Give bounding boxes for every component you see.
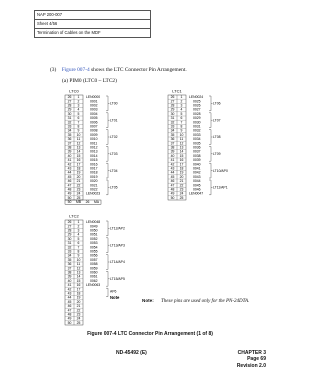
pin-number: 40 xyxy=(67,278,72,283)
group-label: LT11/AP1 xyxy=(213,185,228,190)
pin-number: 42 xyxy=(67,162,72,167)
len-label: 0037 xyxy=(193,149,201,154)
len-label: 0001 xyxy=(90,99,98,104)
pin-number: 6 xyxy=(77,116,80,121)
len-label: 0041 xyxy=(193,166,201,171)
pin-number: 27 xyxy=(170,99,175,104)
group-label: LT03 xyxy=(110,152,118,156)
pin-number: 2 xyxy=(180,99,183,104)
pin-number: 21 xyxy=(76,179,81,184)
pin-number: 49 xyxy=(67,191,72,196)
pin-number: 9 xyxy=(180,128,183,133)
group-bracket xyxy=(209,96,213,111)
pin-number: 32 xyxy=(67,245,72,250)
pin-number: 50 xyxy=(67,195,72,200)
group-label: LT14/AP4 xyxy=(110,260,125,265)
len-label: 0058 xyxy=(90,262,98,267)
len-label: 0057 xyxy=(90,257,98,262)
len-label: LEN0024 xyxy=(189,95,204,100)
pin-number: 38 xyxy=(170,145,175,150)
len-label: 0039 xyxy=(193,158,201,163)
pin-number: 39 xyxy=(170,149,175,154)
pin-number: 48 xyxy=(170,187,175,192)
group-bracket xyxy=(106,113,110,128)
pin-number: 20 xyxy=(76,174,81,179)
pin-number: 48 xyxy=(67,187,72,192)
pin-number: 29 xyxy=(67,232,72,237)
len-label: 0060 xyxy=(90,270,98,275)
group-label: LT12/AP2 xyxy=(110,226,125,231)
pin-number: 8 xyxy=(77,124,80,129)
group-label: LT15/AP5 xyxy=(110,277,125,281)
pin-number: 10 xyxy=(76,132,81,137)
pin-number: 46 xyxy=(67,179,72,184)
pin-number: 11 xyxy=(76,137,81,142)
pin-number: 6 xyxy=(180,116,183,121)
len-label: 0035 xyxy=(193,141,201,146)
len-label: 0028 xyxy=(193,111,201,116)
pin-number: 39 xyxy=(67,274,72,279)
pin-number: 24 xyxy=(76,316,81,321)
pin-number: 34 xyxy=(170,128,175,133)
len-label: 0003 xyxy=(90,107,98,112)
pin-number: 35 xyxy=(170,132,175,137)
intro-sub: (a) PIM0 (LTC0 ~ LTC2) xyxy=(62,78,117,84)
footer-doc-id: ND-45492 (E) xyxy=(116,350,147,356)
pin-number: 13 xyxy=(76,145,81,150)
pin-number: 19 xyxy=(76,170,81,175)
figure-caption: Figure 007-4 LTC Connector Pin Arrangement (1 of 8) xyxy=(87,331,213,337)
pin-number: 47 xyxy=(67,308,72,313)
pin-number: 5 xyxy=(77,111,80,116)
group-bracket xyxy=(209,113,213,128)
len-label: 0013 xyxy=(90,149,98,154)
pin-number: 24 xyxy=(179,191,184,196)
len-label: 0029 xyxy=(193,116,201,121)
pin-number: 7 xyxy=(77,245,80,250)
len-label: 0014 xyxy=(90,153,98,158)
pin-number: 14 xyxy=(179,149,184,154)
pin-number: 14 xyxy=(76,149,81,154)
pin-number: MB xyxy=(75,200,82,205)
pin-number: 33 xyxy=(67,249,72,254)
len-label: 0002 xyxy=(90,103,98,108)
pin-number: 46 xyxy=(67,304,72,309)
pin-number: 3 xyxy=(77,228,80,233)
pin-number: 27 xyxy=(67,99,72,104)
pin-number: 16 xyxy=(179,158,184,163)
pin-number: 23 xyxy=(179,187,184,192)
pin-number: 18 xyxy=(76,291,81,296)
pin-number: 47 xyxy=(170,183,175,188)
len-label: 0061 xyxy=(90,274,98,279)
pin-number: 37 xyxy=(67,141,72,146)
len-label: 0054 xyxy=(90,245,98,250)
group-bracket xyxy=(106,271,110,286)
group-bracket xyxy=(106,221,110,236)
pin-number: MA xyxy=(93,200,100,205)
len-label: 0049 xyxy=(90,224,98,229)
group-label: LT01 xyxy=(110,118,118,123)
block-title-2: LTC2 xyxy=(69,213,79,219)
len-label: 0056 xyxy=(90,253,98,258)
pin-number: 7 xyxy=(180,120,183,125)
len-label: 0036 xyxy=(193,145,201,150)
len-label: 0042 xyxy=(193,170,201,175)
len-label: 0006 xyxy=(90,120,98,125)
pin-number: 40 xyxy=(67,153,72,158)
group-bracket xyxy=(209,180,213,195)
pin-number: 36 xyxy=(67,262,72,267)
len-label: 0032 xyxy=(193,128,201,133)
pin-number: 25 xyxy=(76,320,81,325)
len-label: 0030 xyxy=(193,120,201,125)
pin-number: 15 xyxy=(76,153,81,158)
pin-number: 31 xyxy=(67,241,72,246)
pin-number: 46 xyxy=(170,179,175,184)
pin-number: 12 xyxy=(179,141,184,146)
len-label: 0005 xyxy=(90,116,98,121)
group-bracket xyxy=(209,146,213,161)
len-label: 0012 xyxy=(90,145,98,150)
pin-number: 9 xyxy=(77,253,80,258)
pin-number: 19 xyxy=(179,170,184,175)
pin-number: 15 xyxy=(179,153,184,158)
pin-number: 35 xyxy=(67,132,72,137)
footer-revision: Revision 2.0 xyxy=(236,362,266,369)
sheet-number: Sheet 4/56 xyxy=(35,20,150,29)
len-label: 0055 xyxy=(90,249,98,254)
len-label: LEN0023 xyxy=(86,191,101,196)
pin-number: 35 xyxy=(67,257,72,262)
pin-number: 20 xyxy=(179,174,184,179)
pin-number: 44 xyxy=(67,295,72,300)
pin-number: 28 xyxy=(170,103,175,108)
len-label: 0025 xyxy=(193,99,201,104)
pin-number: 17 xyxy=(76,287,81,292)
pin-number: 15 xyxy=(76,278,81,283)
intro-num: (3) xyxy=(50,67,57,73)
intro-text: shows the LTC Connector Pin Arrangement. xyxy=(91,67,187,73)
pin-number: 43 xyxy=(170,166,175,171)
note-sub-label: Note: xyxy=(142,298,154,303)
len-label: 0053 xyxy=(90,241,98,246)
pin-number: 17 xyxy=(76,162,81,167)
pin-number: 50 xyxy=(67,200,72,205)
pin-number: 28 xyxy=(67,228,72,233)
len-label: 0011 xyxy=(90,141,98,146)
pin-number: 22 xyxy=(179,183,184,188)
pin-number: 18 xyxy=(76,166,81,171)
len-label: 0015 xyxy=(90,158,98,163)
len-label: LEN0048 xyxy=(86,220,101,225)
block-title-0: LTC0 xyxy=(69,88,79,94)
pin-number: 4 xyxy=(180,107,183,112)
pin-number: 23 xyxy=(76,187,81,192)
pin-number: 1 xyxy=(180,95,183,100)
pin-number: 27 xyxy=(67,224,72,229)
group-label: LT09 xyxy=(213,152,221,156)
pin-number: 11 xyxy=(76,262,81,267)
pin-number: 43 xyxy=(67,291,72,296)
footer-right xyxy=(237,350,266,369)
pin-number: 31 xyxy=(170,116,175,121)
len-label: 0062 xyxy=(90,278,98,283)
pin-number: 26 xyxy=(67,95,72,100)
group-bracket xyxy=(209,130,213,145)
len-label: 0059 xyxy=(90,266,98,271)
pin-number: 49 xyxy=(170,191,175,196)
group-label: LT00 xyxy=(110,101,118,106)
len-label: 0010 xyxy=(90,137,98,142)
len-label: 0016 xyxy=(90,162,98,167)
pin-number: 10 xyxy=(179,132,184,137)
pin-number: 41 xyxy=(170,158,175,163)
pin-number: 37 xyxy=(170,141,175,146)
pin-number: 40 xyxy=(170,153,175,158)
pin-number: 4 xyxy=(77,232,80,237)
len-label: 0026 xyxy=(193,103,201,108)
len-label: 0019 xyxy=(90,174,98,179)
pin-number: 2 xyxy=(77,99,80,104)
group-label: LT07 xyxy=(213,118,221,123)
pin-number: 30 xyxy=(67,111,72,116)
pin-number: 22 xyxy=(76,183,81,188)
group-label: LT05 xyxy=(110,185,118,190)
pin-number: 33 xyxy=(170,124,175,129)
pin-number: 8 xyxy=(180,124,183,129)
pin-number: 4 xyxy=(77,107,80,112)
note-text: These pins are used only for the PN-24DTA. xyxy=(161,299,250,304)
group-bracket xyxy=(106,238,110,253)
pin-number: 20 xyxy=(76,299,81,304)
pin-number: 41 xyxy=(67,283,72,288)
len-label: 0007 xyxy=(90,124,98,129)
pin-number: 5 xyxy=(180,111,183,116)
len-label: 0038 xyxy=(193,153,201,158)
pin-number: 39 xyxy=(67,149,72,154)
pin-number: 11 xyxy=(179,137,184,142)
len-label: 0045 xyxy=(193,183,201,188)
len-label: LEN0047 xyxy=(189,191,204,196)
pin-number: 33 xyxy=(67,124,72,129)
len-label: 0017 xyxy=(90,166,98,171)
doc-id: NAP 200-007 xyxy=(35,11,150,20)
pin-number: 3 xyxy=(77,103,80,108)
pin-number: 18 xyxy=(179,166,184,171)
pin-number: 10 xyxy=(76,257,81,262)
pin-number: 30 xyxy=(67,236,72,241)
group-bracket xyxy=(106,255,110,270)
group-label: LT02 xyxy=(110,135,118,140)
pin-number: 47 xyxy=(67,183,72,188)
pin-number: 21 xyxy=(179,179,184,184)
pin-number: 16 xyxy=(76,158,81,163)
pin-number: 12 xyxy=(76,266,81,271)
pin-number: 48 xyxy=(67,312,72,317)
pin-number: 32 xyxy=(170,120,175,125)
pin-number: 42 xyxy=(67,287,72,292)
pin-number: 14 xyxy=(76,274,81,279)
pin-number: 5 xyxy=(77,236,80,241)
pin-number: 24 xyxy=(76,191,81,196)
len-label: 0027 xyxy=(193,107,201,112)
pin-number: 36 xyxy=(67,137,72,142)
group-bracket xyxy=(106,96,110,111)
footer-chapter: CHAPTER 3 xyxy=(237,350,266,356)
len-label: 0031 xyxy=(193,124,201,129)
pin-number: 22 xyxy=(76,308,81,313)
len-label: 0033 xyxy=(193,132,201,137)
pin-number: 34 xyxy=(67,128,72,133)
pin-number: 25 xyxy=(76,195,81,200)
block-title-1: LTC1 xyxy=(172,88,182,94)
len-label: LEN0063 xyxy=(86,283,101,288)
pin-number: 49 xyxy=(67,316,72,321)
pin-number: 17 xyxy=(179,162,184,167)
len-label: 0044 xyxy=(193,179,201,184)
pin-number: 19 xyxy=(76,295,81,300)
group-bracket xyxy=(106,163,110,178)
pin-number: 21 xyxy=(76,304,81,309)
pin-number: 38 xyxy=(67,145,72,150)
group-bracket xyxy=(106,288,108,296)
group-label: LT04 xyxy=(110,168,118,173)
pin-number: 45 xyxy=(67,299,72,304)
pin-number: 44 xyxy=(67,170,72,175)
group-label: LT10/AP0 xyxy=(213,168,228,173)
group-bracket xyxy=(106,180,110,195)
note-marker: Note xyxy=(110,295,120,301)
pin-number: 30 xyxy=(170,111,175,116)
pin-number: 12 xyxy=(76,141,81,146)
group-bracket xyxy=(106,130,110,145)
group-label: LT06 xyxy=(213,101,221,106)
len-label: 0046 xyxy=(193,187,201,192)
pin-number: 1 xyxy=(77,95,80,100)
pin-number: 26 xyxy=(170,95,175,100)
len-label: 0050 xyxy=(90,228,98,233)
len-label: 0004 xyxy=(90,111,98,116)
pin-number: 45 xyxy=(170,174,175,179)
pin-number: 25 xyxy=(179,195,184,200)
group-label: AP6 xyxy=(110,289,117,294)
section-title: Termination of Cables on the MDF xyxy=(37,30,101,35)
group-label: LT13/AP3 xyxy=(110,243,125,248)
pin-number: 50 xyxy=(170,195,175,200)
pin-number: 29 xyxy=(170,107,175,112)
pin-number: 42 xyxy=(170,162,175,167)
pin-number: 9 xyxy=(77,128,80,133)
len-label: 0034 xyxy=(193,137,201,142)
pin-number: 7 xyxy=(77,120,80,125)
group-label: LT08 xyxy=(213,135,221,140)
pin-number: 2 xyxy=(77,224,80,229)
pin-number: 43 xyxy=(67,166,72,171)
figure-link[interactable]: Figure 007-4 xyxy=(61,67,90,73)
len-label: 0008 xyxy=(90,128,98,133)
pin-number: 32 xyxy=(67,120,72,125)
pin-number: 1 xyxy=(77,220,80,225)
pin-number: 13 xyxy=(76,270,81,275)
len-label: 0018 xyxy=(90,170,98,175)
len-label: 0043 xyxy=(193,174,201,179)
len-label: 0040 xyxy=(193,162,201,167)
footer-page: Page 69 xyxy=(247,356,266,363)
pin-number: 28 xyxy=(67,103,72,108)
pin-number: 34 xyxy=(67,253,72,258)
pin-number: 26 xyxy=(85,200,90,205)
pin-number: 8 xyxy=(77,249,80,254)
group-bracket xyxy=(106,146,110,161)
pin-number: 31 xyxy=(67,116,72,121)
pin-number: 23 xyxy=(76,312,81,317)
pin-number: 16 xyxy=(76,283,81,288)
len-label: LEN0000 xyxy=(86,95,101,100)
pin-number: 38 xyxy=(67,270,72,275)
pin-number: 3 xyxy=(180,103,183,108)
pin-number: 50 xyxy=(67,320,72,325)
pin-number: 36 xyxy=(170,137,175,142)
pin-number: 6 xyxy=(77,241,80,246)
pin-number: 41 xyxy=(67,158,72,163)
len-label: 0009 xyxy=(90,132,98,137)
group-bracket xyxy=(209,163,213,178)
pin-number: 37 xyxy=(67,266,72,271)
len-label: 0021 xyxy=(90,183,98,188)
note-annotation xyxy=(142,298,249,304)
pin-number: 13 xyxy=(179,145,184,150)
pin-number: 26 xyxy=(67,220,72,225)
len-label: 0022 xyxy=(90,187,98,192)
len-label: 0051 xyxy=(90,232,98,237)
pin-number: 29 xyxy=(67,107,72,112)
len-label: 0052 xyxy=(90,236,98,241)
pin-number: 45 xyxy=(67,174,72,179)
len-label: 0020 xyxy=(90,179,98,184)
pin-number: 44 xyxy=(170,170,175,175)
